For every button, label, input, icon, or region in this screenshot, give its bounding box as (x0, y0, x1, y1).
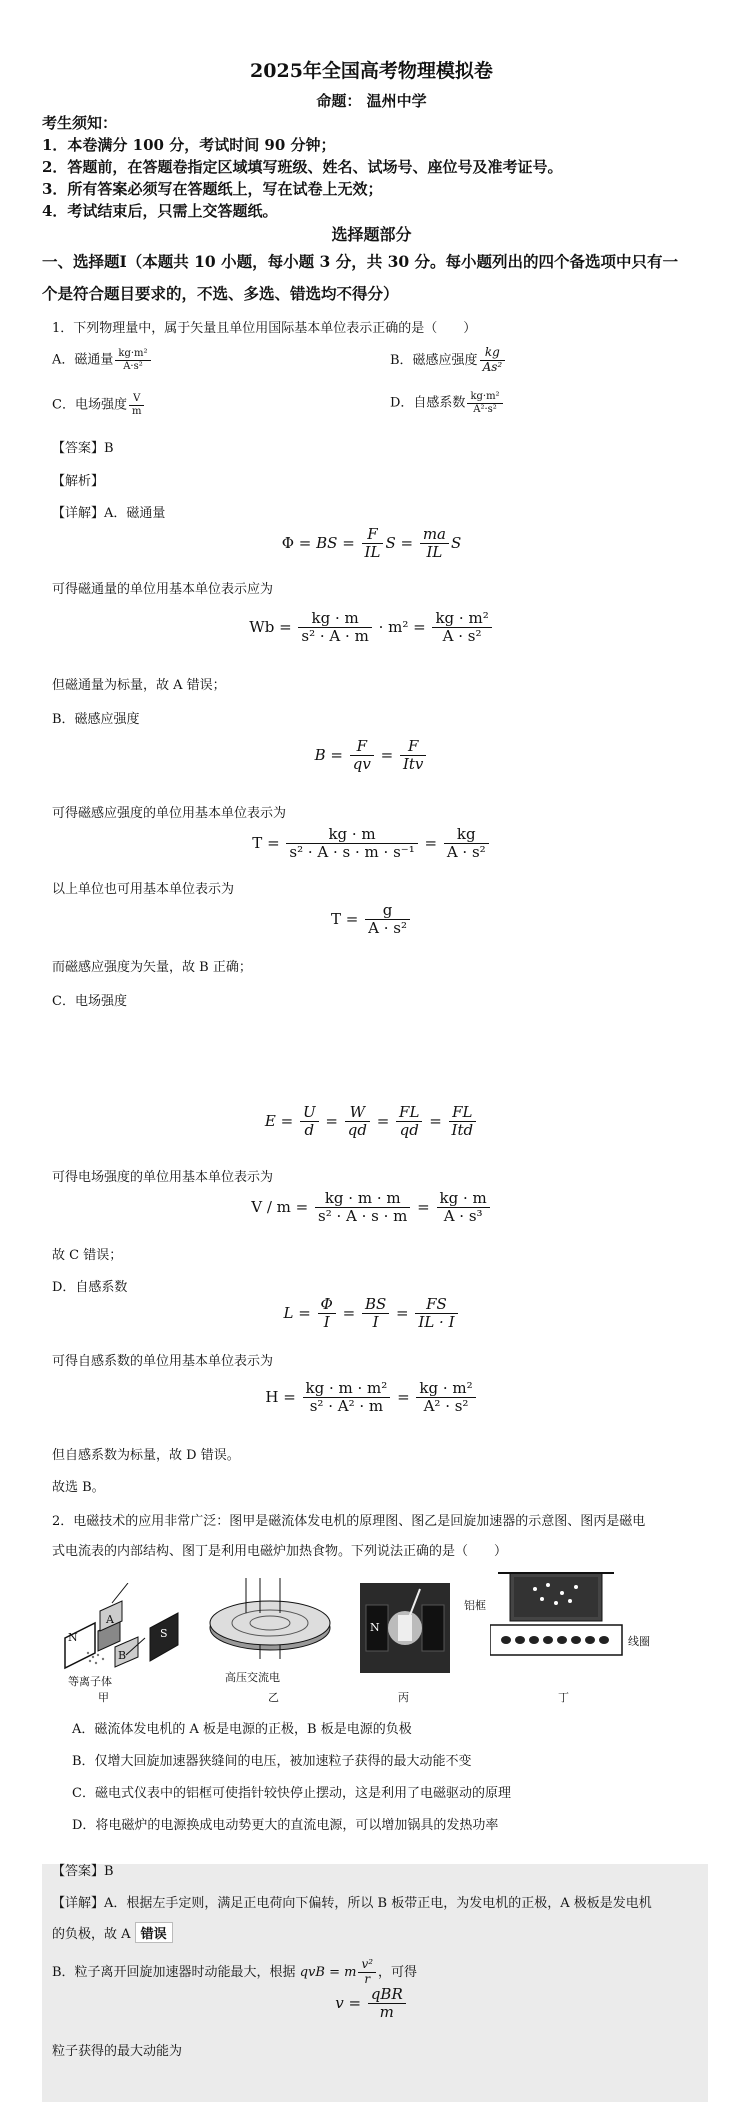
fig-label-n2: N (370, 1621, 380, 1634)
formula-b: B = $\frac{F}{qv}$ = $\frac{F}{\text{Itv}}$ (0, 738, 743, 774)
figure-cyclotron (200, 1573, 340, 1673)
fig-caption-jia: 甲 (98, 1691, 109, 1704)
exam-author: 命题： 温州中学 (316, 92, 427, 110)
q1-a-text2: 但磁通量为标量，故 A 错误； (52, 678, 226, 693)
q1-option-a-den: A·s² (123, 360, 143, 372)
notice-heading: 考生须知： (42, 114, 118, 132)
q1-c-label: C．电场强度 (52, 994, 127, 1009)
q1-b-text1: 可得磁感应强度的单位用基本单位表示为 (52, 806, 287, 821)
q2-detail-2 (52, 1922, 173, 1943)
fig-caption-bing: 丙 (398, 1691, 409, 1704)
formula-l: L = $\frac{\Phi}{I}$ = $\frac{BS}{I}$ = $\frac{FS}{IL \cdot I}$ (0, 1296, 743, 1332)
fig-label-n: N (68, 1631, 78, 1644)
q2-wrong-badge: 错误 (135, 1922, 173, 1943)
q1-option-b (390, 346, 507, 375)
formula-tesla-g: T = $\frac{g}{\text{A · s²}}$ (0, 902, 743, 938)
q2-stem-2: 式电流表的内部结构、图丁是利用电磁炉加热食物。下列说法正确的是（ ） (52, 1544, 508, 1559)
q2-option-b: B．仅增大回旋加速器狭缝间的电压，被加速粒子获得的最大动能不变 (72, 1754, 472, 1769)
q1-option-b-num: kg (480, 346, 506, 361)
q1-d-text2: 但自感系数为标量，故 D 错误。 (52, 1448, 240, 1463)
q2-option-c: C．磁电式仪表中的铝框可使指针较快停止摆动，这是利用了电磁驱动的原理 (72, 1786, 511, 1801)
fig-caption-ding: 丁 (558, 1691, 569, 1704)
formula-flux: Φ = BS = $\frac{F}{IL}$ S = $\frac{ma}{IL}$ S (281, 525, 462, 562)
q1-d-label: D．自感系数 (52, 1280, 128, 1295)
q1-analysis: 【解析】 (52, 474, 105, 489)
figure-mhd-generator (60, 1583, 190, 1683)
notice-item-2: 2．答题前，在答题卷指定区域填写班级、姓名、试场号、座位号及准考证号。 (42, 158, 563, 176)
q1-stem: 1．下列物理量中，属于矢量且单位用国际基本单位表示正确的是（ ） (52, 321, 477, 336)
formula-wb: Wb = $\frac{kg \cdot m}{\text{s² · A · m}}$ · m² = $\frac{\text{kg · m²}}{\text{A · s²}}$ (0, 610, 743, 646)
q1-option-b-label: B．磁感应强度 (390, 352, 478, 368)
notice-item-4: 4．考试结束后，只需上交答题纸。 (42, 202, 278, 220)
q2-stem-1: 2．电磁技术的应用非常广泛：图甲是磁流体发电机的原理图、图乙是回旋加速器的示意图、图丙是磁电 (52, 1514, 646, 1529)
fig-caption-yi: 乙 (268, 1691, 279, 1704)
q1-c-text2: 故 C 错误； (52, 1248, 123, 1263)
fig-label-b: B (118, 1649, 127, 1662)
figure-induction-cooker (490, 1553, 630, 1688)
q2-detail-1: 【详解】A．根据左手定则，满足正电荷向下偏转，所以 B 板带正电，为发电机的正极，A 极板是发电机 (52, 1896, 652, 1911)
q2-option-a: A．磁流体发电机的 A 板是电源的正极，B 板是电源的负极 (72, 1722, 412, 1737)
formula-tesla: T = $\frac{kg \cdot m}{\text{s² · A · s · m · s⁻¹}}$ = $\frac{kg}{\text{A · s²}}$ (0, 826, 743, 862)
section-title: 选择题部分 (331, 225, 412, 244)
q1-option-c (52, 393, 146, 417)
notice-item-3: 3．所有答案必须写在答题纸上，写在试卷上无效； (42, 180, 383, 198)
q1-option-d-num: kg·m² (467, 391, 502, 404)
q1-option-a (52, 348, 153, 372)
q2-b-line: B．粒子离开回旋加速器时动能最大，根据 qvB = m $\frac{\text{v²}}{r}$ ，可得 (52, 1957, 418, 1986)
fig-label-hv: 高压交流电 (225, 1671, 280, 1684)
q1-option-a-label: A．磁通量 (52, 352, 114, 368)
q1-conclusion: 故选 B。 (52, 1480, 105, 1495)
fig-label-coil: 线圈 (628, 1635, 650, 1648)
fig-label-a: A (106, 1613, 114, 1626)
q1-b-text2: 以上单位也可用基本单位表示为 (52, 882, 235, 897)
q1-option-a-num: kg·m² (115, 348, 150, 361)
formula-henry: H = $\frac{\text{kg · m · m²}}{\text{s² · A² · m}}$ = $\frac{\text{kg · m²}}{\text{A² · s²}}$ (0, 1380, 743, 1416)
q1-option-c-den: m (131, 405, 142, 417)
q2-figures (60, 1573, 700, 1703)
q1-b-text3: 而磁感应强度为矢量，故 B 正确； (52, 960, 252, 975)
q1-d-text1: 可得自感系数的单位用基本单位表示为 (52, 1354, 274, 1369)
q1-option-d (390, 391, 505, 415)
q2-option-d: D．将电磁炉的电源换成电动势更大的直流电源，可以增加锅具的发热功率 (72, 1818, 499, 1833)
exam-title: 2025年全国高考物理模拟卷 (250, 60, 493, 82)
fig-label-plasma: 等离子体 (68, 1675, 112, 1688)
q1-option-c-label: C．电场强度 (52, 397, 127, 413)
section-instruction-1: 一、选择题Ⅰ（本题共 10 小题，每小题 3 分，共 30 分。每小题列出的四个备选项中只有一 (42, 252, 679, 271)
section-instruction-2: 个是符合题目要求的，不选、多选、错选均不得分） (42, 284, 399, 303)
q2-b-line-text: B．粒子离开回旋加速器时动能最大，根据 (52, 1964, 296, 1980)
q1-answer: 【答案】B (52, 441, 114, 456)
q2-last-line: 粒子获得的最大动能为 (52, 2044, 183, 2059)
q1-option-d-label: D．自感系数 (390, 395, 466, 411)
q1-option-c-num: V (129, 393, 144, 406)
notice-item-1: 1．本卷满分 100 分，考试时间 90 分钟； (42, 136, 336, 154)
fig-label-frame: 铝框 (464, 1599, 486, 1612)
q1-a-text1: 可得磁通量的单位用基本单位表示应为 (52, 582, 274, 597)
formula-e: E = $\frac{U}{d}$ = $\frac{W}{qd}$ = $\frac{FL}{qd}$ = $\frac{FL}{\text{Itd}}$ (0, 1104, 743, 1140)
q2-detail-2-text: 的负极，故 A (52, 1927, 131, 1942)
formula-v: v = $\frac{\text{qBR}}{m}$ (0, 1986, 743, 2022)
formula-vm: V / m = $\frac{kg \cdot m \cdot m}{\text{s² · A · s · m}}$ = $\frac{kg \cdot m}{\text{A · s³}}$ (0, 1190, 743, 1226)
q1-detail: 【详解】A．磁通量 (52, 506, 166, 521)
q1-c-text1: 可得电场强度的单位用基本单位表示为 (52, 1170, 274, 1185)
q1-option-d-den: A²·s² (473, 403, 497, 415)
q1-option-b-den: As² (482, 359, 503, 374)
fig-label-s: S (160, 1627, 168, 1640)
q2-b-line-end: ，可得 (378, 1964, 418, 1980)
q2-answer: 【答案】B (52, 1864, 114, 1879)
q1-b-label: B．磁感应强度 (52, 712, 140, 727)
